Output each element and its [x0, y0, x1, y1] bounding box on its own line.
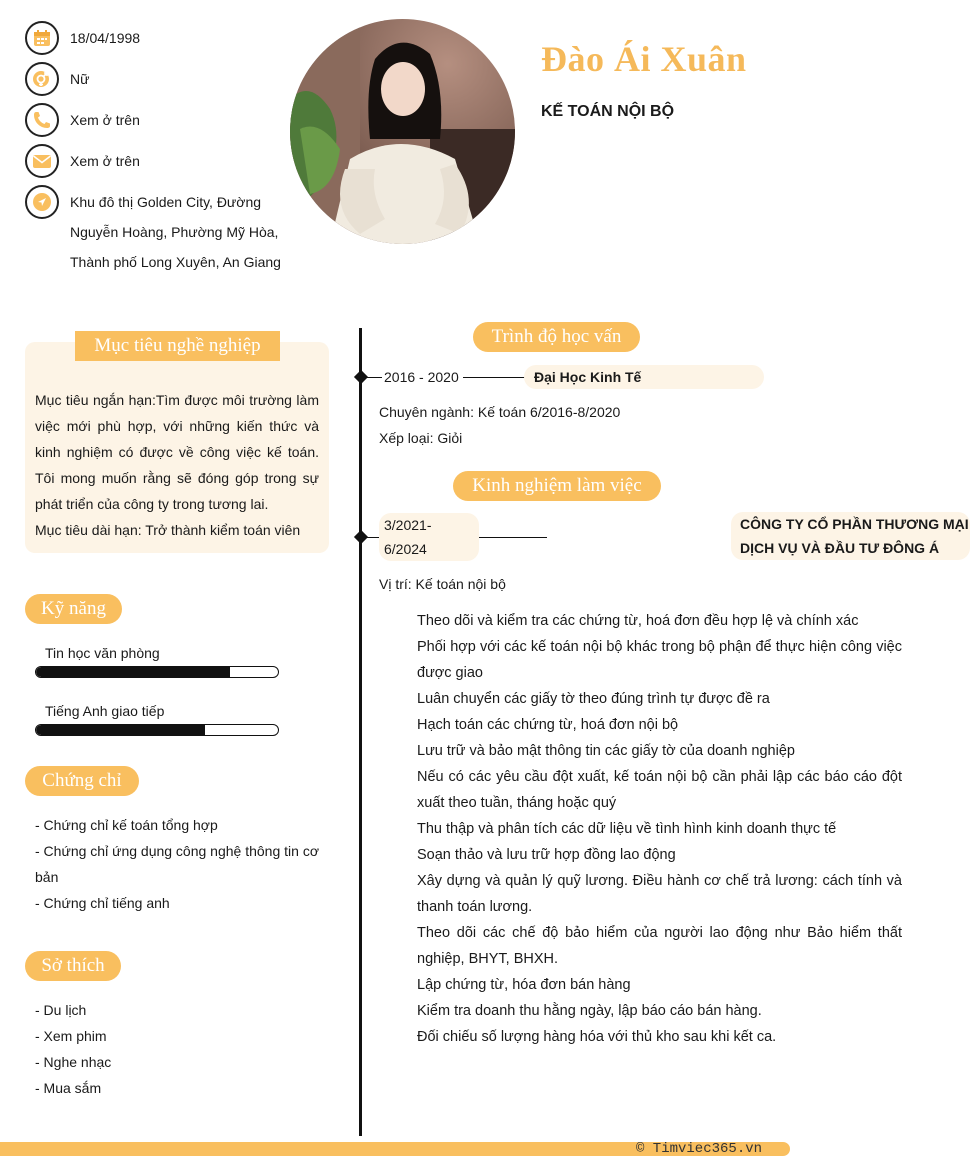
list-item: Xây dựng và quản lý quỹ lương. Điều hành cơ chế trả lương: cách tính và thanh toán lương.: [417, 873, 902, 915]
hobbies-heading: Sở thích: [25, 951, 121, 981]
dob-text: 18/04/1998: [70, 30, 141, 46]
experience-position: Vị trí: Kế toán nội bộ: [379, 576, 506, 592]
list-item: - Du lịch: [35, 1002, 87, 1018]
email-text: Xem ở trên: [70, 153, 140, 169]
objective-long-term: Mục tiêu dài hạn: Trở thành kiểm toán viên: [35, 522, 301, 538]
skill-bar-1: [35, 724, 279, 736]
education-school: Đại Học Kinh Tế: [524, 365, 764, 389]
contact-address: [25, 185, 285, 277]
phone-icon: [25, 103, 59, 137]
address-text: Khu đô thị Golden City, Đường Nguyễn Hoàng, Phường Mỹ Hòa, Thành phố Long Xuyên, An Giang: [70, 194, 281, 270]
certificates-heading: Chứng chỉ: [25, 766, 139, 796]
list-item: Phối hợp với các kế toán nội bộ khác trong bộ phận để thực hiện công việc được giao: [417, 639, 902, 681]
education-heading: Trình độ học vấn: [473, 322, 640, 352]
list-item: Luân chuyển các giấy tờ theo đúng trình tự được đề ra: [417, 691, 770, 707]
skill-label-0: Tin học văn phòng: [45, 645, 160, 661]
experience-period: [379, 513, 479, 561]
skill-fill-1: [36, 725, 205, 735]
list-item: Hạch toán các chứng từ, hoá đơn nội bộ: [417, 717, 679, 733]
list-item: - Mua sắm: [35, 1080, 102, 1096]
objective-heading: Mục tiêu nghề nghiệp: [75, 331, 280, 361]
list-item: Đối chiếu số lượng hàng hóa với thủ kho sau khi kết ca.: [417, 1029, 777, 1044]
candidate-name: Đào Ái Xuân: [541, 39, 747, 79]
connector-line: [463, 377, 525, 378]
list-item: Theo dõi và kiểm tra các chứng từ, hoá đơn đều hợp lệ và chính xác: [417, 613, 859, 629]
list-item: Lưu trữ và bảo mật thông tin các giấy tờ của doanh nghiệp: [417, 743, 795, 759]
skill-fill-0: [36, 667, 230, 677]
list-item: Soạn thảo và lưu trữ hợp đồng lao động: [417, 847, 676, 863]
skills-heading: Kỹ năng: [25, 594, 122, 624]
objective-text: [35, 387, 319, 543]
job-title: KẾ TOÁN NỘI BỘ: [541, 103, 675, 120]
phone-text: Xem ở trên: [70, 112, 140, 128]
skill-label-1: Tiếng Anh giao tiếp: [45, 703, 165, 719]
list-item: Theo dõi các chế độ bảo hiểm của người lao động như Bảo hiểm thất nghiệp, BHYT, BHXH.: [417, 925, 902, 967]
list-item: - Chứng chỉ tiếng anh: [35, 895, 170, 911]
hobbies-list: [35, 997, 111, 1101]
calendar-icon: [25, 21, 59, 55]
contact-dob: [25, 21, 140, 55]
list-item: - Chứng chỉ ứng dụng công nghệ thông tin cơ bản: [35, 843, 319, 885]
list-item: - Xem phim: [35, 1028, 107, 1044]
objective-short-term: Mục tiêu ngắn hạn:Tìm được môi trường làm việc mới phù hợp, với những kiến thức và kinh nghiệm có được về công việc kế toán. Tôi mong muốn rằng sẽ đóng góp trong sự phát triển của công ty trong tương lai.: [35, 392, 319, 512]
experience-period-end: 6/2024: [384, 541, 427, 557]
experience-duties: [417, 608, 902, 1044]
education-major: Chuyên ngành: Kế toán 6/2016-8/2020: [379, 404, 621, 420]
experience-company: CÔNG TY CỔ PHẦN THƯƠNG MẠI DỊCH VỤ VÀ ĐẦU TƯ ĐÔNG Á: [731, 512, 970, 560]
experience-heading: Kinh nghiệm làm việc: [453, 471, 661, 501]
list-item: Nếu có các yêu cầu đột xuất, kế toán nội bộ cần phải lập các báo cáo đột xuất theo tuần, tháng hoặc quý: [417, 769, 902, 811]
list-item: Kiểm tra doanh thu hằng ngày, lập báo cáo bán hàng.: [417, 1003, 762, 1019]
list-item: Lập chứng từ, hóa đơn bán hàng: [417, 977, 631, 993]
connector-line: [479, 537, 547, 538]
education-period: 2016 - 2020: [384, 369, 459, 385]
gender-icon: [25, 62, 59, 96]
gender-text: Nữ: [70, 71, 90, 87]
footer-watermark: © Timviec365.vn: [636, 1141, 763, 1157]
list-item: - Chứng chỉ kế toán tổng hợp: [35, 817, 218, 833]
avatar: [290, 19, 515, 244]
experience-period-start: 3/2021-: [384, 517, 432, 533]
list-item: Thu thập và phân tích các dữ liệu về tình hình kinh doanh thực tế: [417, 821, 837, 837]
certificates-list: [35, 812, 325, 916]
timeline-line: [359, 328, 362, 1136]
contact-gender: [25, 62, 89, 96]
skill-bar-0: [35, 666, 279, 678]
contact-email: [25, 144, 140, 178]
education-grade: Xếp loại: Giỏi: [379, 430, 463, 446]
contact-phone: [25, 103, 140, 137]
list-item: - Nghe nhạc: [35, 1054, 112, 1070]
location-icon: [25, 185, 59, 219]
email-icon: [25, 144, 59, 178]
